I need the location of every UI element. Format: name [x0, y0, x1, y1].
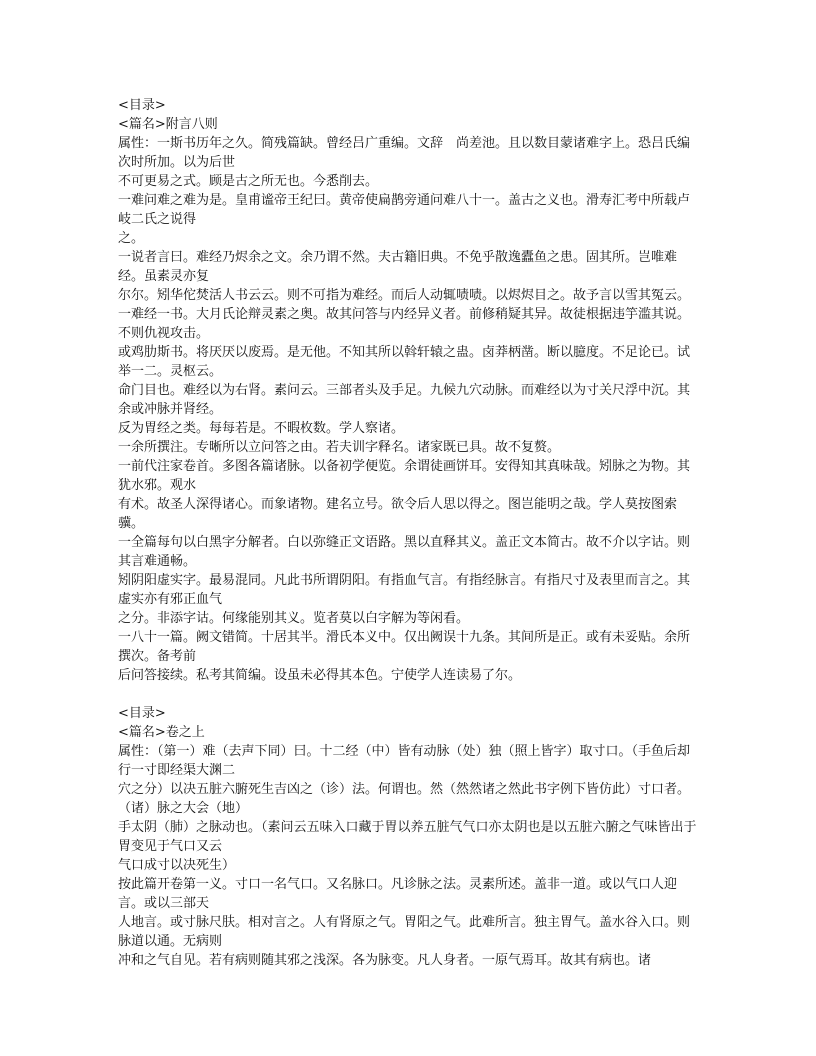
preface-section — [118, 96, 702, 685]
text-line: 或鸡肋斯书。将厌厌以废焉。是无他。不知其所以斡轩辕之蛊。卤莽柄凿。断以臆度。不足论已。试举一二。灵枢云。 — [118, 345, 691, 379]
chapter-title: <篇名>附言八则 — [118, 117, 218, 132]
text-line: 矧阴阳虚实字。最易混同。凡此书所谓阴阳。有指血气言。有指经脉言。有指尺寸及表里而言之。其虚实亦有邪正血气 — [118, 573, 691, 607]
chapter-title: <篇名>卷之上 — [118, 725, 205, 740]
catalog-label: <目录> — [118, 706, 166, 721]
text-line: 反为胃经之类。每每若是。不暇枚数。学人察诸。 — [118, 421, 405, 436]
text-line: 手太阴（肺）之脉动也。（素问云五味入口藏于胃以养五脏气气口亦太阴也是以五脏六腑之气味皆出于胃变见于气口又云 — [118, 820, 697, 854]
text-line: 有术。故圣人深得诸心。而象诸物。建名立号。欲令后人思以得之。图岂能明之哉。学人莫按图索骥。 — [118, 497, 678, 531]
text-line: 穴之分）以决五脏六腑死生吉凶之（诊）法。何谓也。然（然然诸之然此书字例下皆仿此）寸口者。（诸）脉之大会（地） — [118, 782, 691, 816]
text-line: 一说者言曰。难经乃烬余之文。余乃谓不然。夫古籍旧典。不免乎散逸蠹鱼之患。固其所。岂唯难经。虽素灵亦复 — [118, 250, 678, 284]
text-line: 属性：一斯书历年之久。简残篇缺。曾经吕广重编。文辞 尚差池。且以数目蒙诸难字上。恐吕氏编次时所加。以为后世 — [118, 136, 691, 170]
text-line: 一全篇每句以白黑字分解者。白以弥缝正文语路。黑以直释其义。盖正文本简古。故不介以字诂。则其言难通畅。 — [118, 535, 691, 569]
text-line: 不可更易之式。顾是古之所无也。今悉削去。 — [118, 174, 379, 189]
catalog-label: <目录> — [118, 98, 166, 113]
text-line: 一难问难之难为是。皇甫谧帝王纪曰。黄帝使扁鹊旁通问难八十一。盖古之义也。滑寿汇考中所载卢岐二氏之说得 — [118, 193, 691, 227]
text-line: 冲和之气自见。若有病则随其邪之浅深。各为脉变。凡人身者。一原气焉耳。故其有病也。诸 — [118, 953, 652, 968]
text-line: 一余所撰注。专晰所以立问答之由。若夫训字释名。诸家既已具。故不复赘。 — [118, 440, 561, 455]
text-line: 按此篇开卷第一义。寸口一名气口。又名脉口。凡诊脉之法。灵素所述。盖非一道。或以气口人迎言。或以三部天 — [118, 877, 678, 911]
text-line: 一前代注家卷首。多图各篇诸脉。以备初学便览。余谓徒画饼耳。安得知其真味哉。矧脉之为物。其犹水邪。观水 — [118, 459, 691, 493]
volume-one-section — [118, 704, 702, 970]
text-line: 属性：（第一）难（去声下同）曰。十二经（中）皆有动脉（处）独（照上皆字）取寸口。（手鱼后却行一寸即经渠大渊二 — [118, 744, 691, 778]
text-line: 一难经一书。大月氏论辩灵素之奥。故其问答与内经异义者。前修稍疑其异。故徒根据违竽滥其说。不则仇视攻击。 — [118, 307, 691, 341]
text-line: 后问答接续。私考其简编。设虽未必得其本色。宁使学人连读易了尔。 — [118, 668, 522, 683]
text-line: 气口成寸以决死生） — [118, 858, 236, 873]
text-line: 之分。非添字诂。何缘能别其义。览者莫以白字解为等闲看。 — [118, 611, 470, 626]
text-line: 一八十一篇。阙文错简。十居其半。滑氏本义中。仅出阙误十九条。其间所是正。或有未妥贴。余所撰次。备考前 — [118, 630, 691, 664]
document-page — [118, 96, 702, 970]
text-line: 尔尔。矧华佗焚活人书云云。则不可指为难经。而后人动辄啧啧。以烬烬目之。故予言以雪其冤云。 — [118, 288, 691, 303]
section-spacer — [118, 685, 702, 704]
text-line: 之。 — [118, 231, 145, 246]
text-line: 命门目也。难经以为右肾。素问云。三部者头及手足。九候九穴动脉。而难经以为寸关尺浮中沉。其余或冲脉并肾经。 — [118, 383, 691, 417]
text-line: 人地言。或寸脉尺肤。相对言之。人有肾原之气。胃阳之气。此难所言。独主胃气。盖水谷入口。则脉道以通。无病则 — [118, 915, 691, 949]
